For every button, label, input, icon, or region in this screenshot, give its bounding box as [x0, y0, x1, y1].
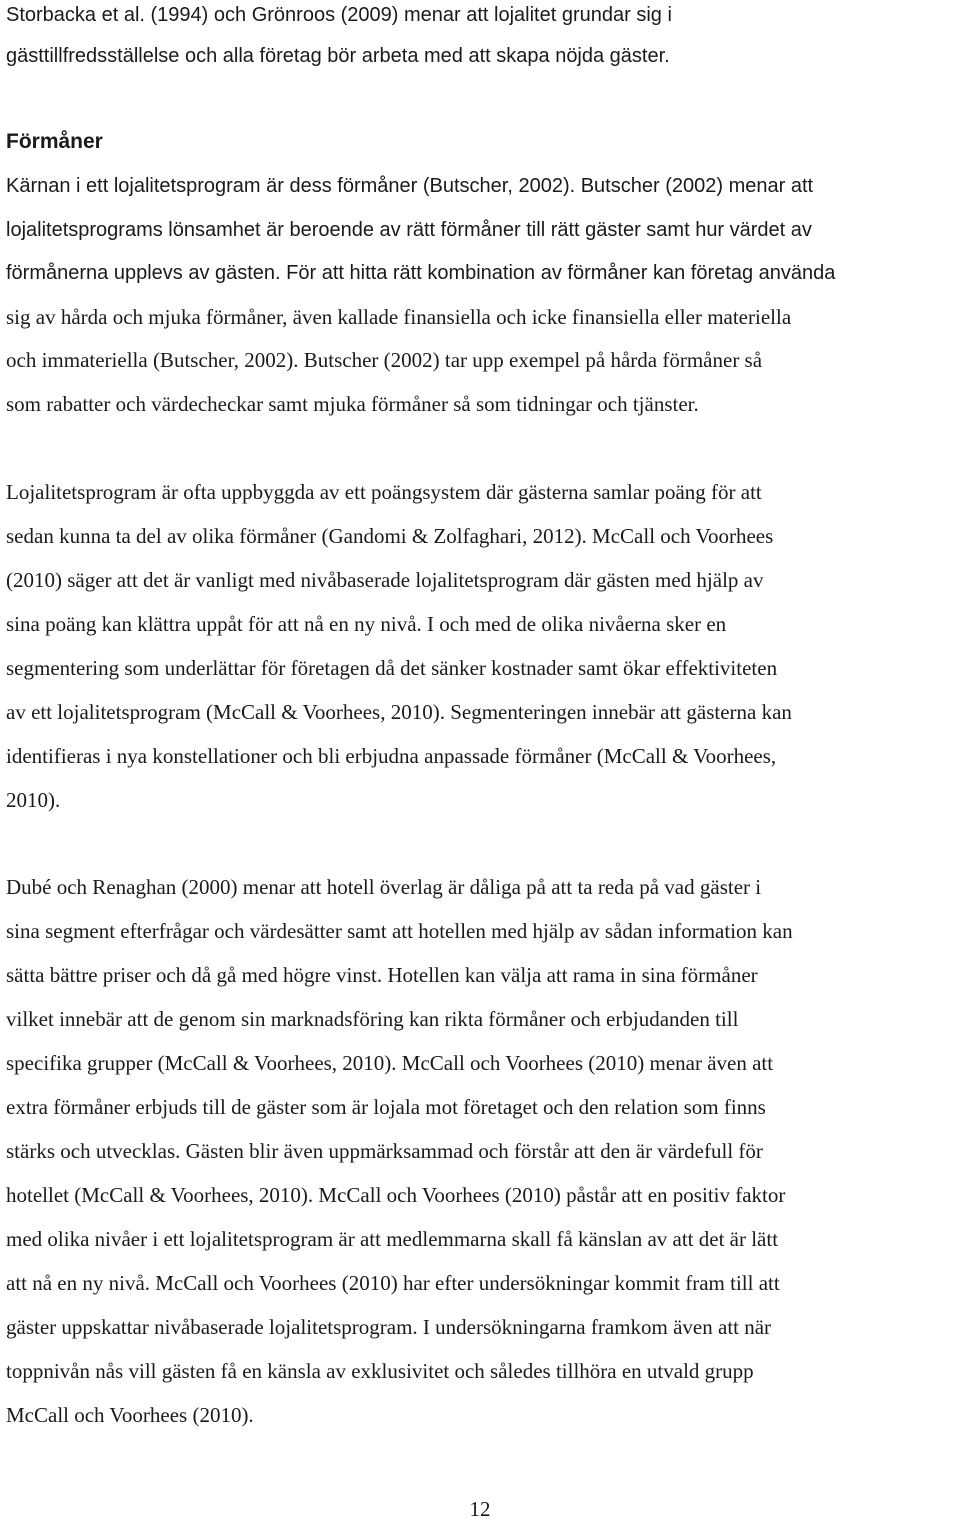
paragraph2-line-8: 2010). — [6, 788, 61, 812]
section-heading: Förmåner — [6, 130, 103, 153]
paragraph3-line-12: toppnivån nås vill gästen få en känsla av exklusivitet och således tillhöra en utvald grupp — [6, 1359, 754, 1383]
paragraph2-line-4: sina poäng kan klättra uppåt för att nå en ny nivå. I och med de olika nivåerna sker en — [6, 612, 727, 636]
paragraph1-line-6: som rabatter och värdecheckar samt mjuka förmåner så som tidningar och tjänster. — [6, 392, 699, 416]
paragraph1-line-1: Kärnan i ett lojalitetsprogram är dess förmåner (Butscher, 2002). Butscher (2002) menar att — [6, 175, 814, 197]
paragraph3-line-1: Dubé och Renaghan (2000) menar att hotell överlag är dåliga på att ta reda på vad gäster i — [6, 875, 762, 899]
paragraph3-line-2: sina segment efterfrågar och värdesätter samt att hotellen med hjälp av sådan information kan — [6, 919, 793, 943]
paragraph2-line-7: identifieras i nya konstellationer och bli erbjudna anpassade förmåner (McCall & Voorhees, — [6, 744, 777, 768]
paragraph3-line-4: vilket innebär att de genom sin marknadsföring kan rikta förmåner och erbjudanden till — [6, 1007, 739, 1031]
intro-line-2: gästtillfredsställelse och alla företag bör arbeta med att skapa nöjda gäster. — [6, 45, 670, 67]
paragraph1-line-5: och immateriella (Butscher, 2002). Butscher (2002) tar upp exempel på hårda förmåner så — [6, 348, 763, 372]
paragraph3-line-3: sätta bättre priser och då gå med högre vinst. Hotellen kan välja att rama in sina förmåner — [6, 963, 758, 987]
paragraph3-line-6: extra förmåner erbjuds till de gäster som är lojala mot företaget och den relation som finns — [6, 1095, 766, 1119]
paragraph1-line-3: förmånerna upplevs av gästen. För att hitta rätt kombination av förmåner kan företag använda — [6, 262, 836, 284]
paragraph1-line-4: sig av hårda och mjuka förmåner, även kallade finansiella och icke finansiella eller materiella — [6, 305, 792, 329]
paragraph2-line-3: (2010) säger att det är vanligt med nivåbaserade lojalitetsprogram där gästen med hjälp av — [6, 568, 764, 592]
paragraph2-line-1: Lojalitetsprogram är ofta uppbyggda av ett poängsystem där gästerna samlar poäng för att — [6, 480, 762, 504]
paragraph3-line-5: specifika grupper (McCall & Voorhees, 2010). McCall och Voorhees (2010) menar även att — [6, 1051, 774, 1075]
paragraph3-line-7: stärks och utvecklas. Gästen blir även uppmärksammad och förstår att den är värdefull för — [6, 1139, 763, 1163]
page-number: 12 — [469, 1497, 491, 1521]
paragraph2-line-5: segmentering som underlättar för företagen då det sänker kostnader samt ökar effektiviteten — [6, 656, 778, 680]
paragraph2-line-2: sedan kunna ta del av olika förmåner (Gandomi & Zolfaghari, 2012). McCall och Voorhees — [6, 524, 774, 548]
paragraph3-line-8: hotellet (McCall & Voorhees, 2010). McCall och Voorhees (2010) påstår att en positiv faktor — [6, 1183, 786, 1207]
paragraph3-line-9: med olika nivåer i ett lojalitetsprogram är att medlemmarna skall få känslan av att det är lätt — [6, 1227, 779, 1251]
intro-line-1: Storbacka et al. (1994) och Grönroos (2009) menar att lojalitet grundar sig i — [6, 4, 672, 26]
paragraph2-line-6: av ett lojalitetsprogram (McCall & Voorhees, 2010). Segmenteringen innebär att gästerna kan — [6, 700, 792, 724]
paragraph1-line-2: lojalitetsprograms lönsamhet är beroende av rätt förmåner till rätt gäster samt hur värdet av — [6, 219, 812, 241]
paragraph3-line-10: att nå en ny nivå. McCall och Voorhees (2010) har efter undersökningar kommit fram till att — [6, 1271, 780, 1295]
paragraph3-line-13: McCall och Voorhees (2010). — [6, 1403, 254, 1427]
paragraph3-line-11: gäster uppskattar nivåbaserade lojalitetsprogram. I undersökningarna framkom även att när — [6, 1315, 772, 1339]
